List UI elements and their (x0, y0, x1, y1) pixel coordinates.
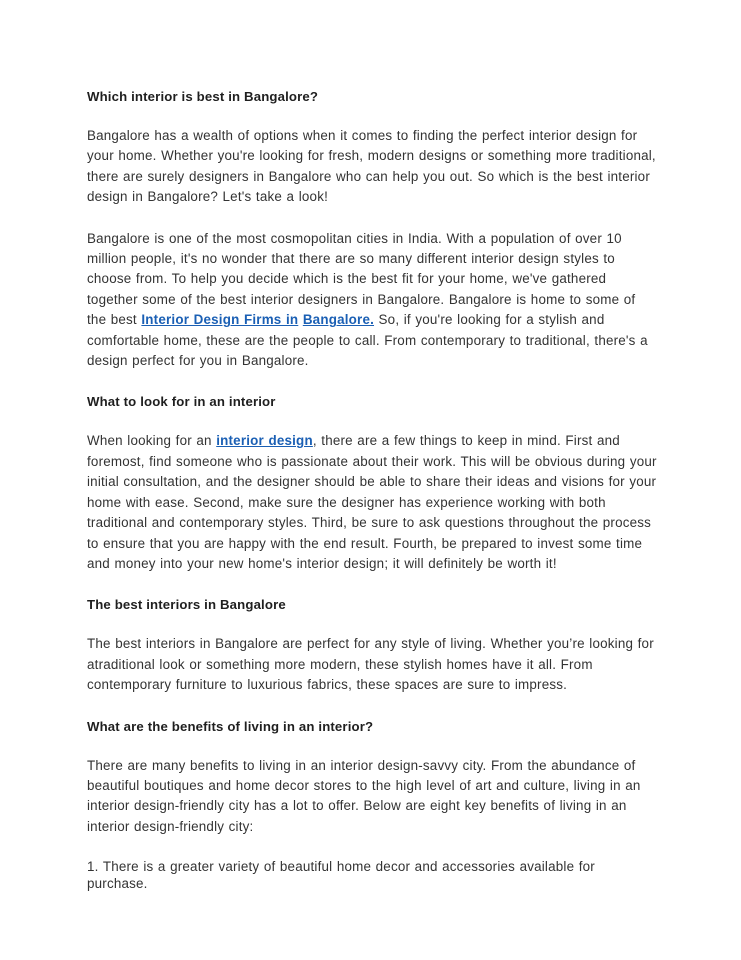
heading-best-interior: Which interior is best in Bangalore? (87, 89, 319, 104)
heading-best-interiors: The best interiors in Bangalore (87, 597, 286, 613)
paragraph-text: Bangalore is one of the most cosmopolitan cities in India. With a population of over 10 million people, it's no wonder that there are so many different interior design styles to choose from. To help you decide which is the best fit for your home, we've gathered together some of the best interior designers in Bangalore. Bangalore is home to some of the best (87, 230, 636, 328)
paragraph-benefits: There are many benefits to living in an interior design-savvy city. From the abundance of beautiful boutiques and home decor stores to the high level of art and culture, living in an interior design-friendly city has a lot to offer. Below are eight key benefits of living in an interior design-friendly city: (87, 757, 641, 834)
link-interior-design-firms[interactable]: Interior Design Firms in (141, 312, 299, 328)
paragraph-looking-for (87, 431, 657, 574)
link-interior-design[interactable]: interior design (216, 433, 313, 449)
paragraph-intro: Bangalore has a wealth of options when it comes to finding the perfect interior design for your home. Whether you're looking for fresh, modern designs or something more traditional, there are surely designers in Bangalore who can help you out. So which is the best interior design in Bangalore? Let's take a look! (87, 128, 656, 205)
heading-benefits: What are the benefits of living in an interior? (87, 718, 374, 734)
link-bangalore[interactable]: Bangalore. (302, 312, 375, 328)
paragraph-best-interiors: The best interiors in Bangalore are perfect for any style of living. Whether you’re looking for atraditional look or something more modern, these stylish homes have it all. From contemporary furniture to luxurious fabrics, these spaces are sure to impress. (87, 636, 654, 693)
document-body (87, 87, 657, 892)
paragraph-text: So, if you're looking for a stylish and comfortable home, these are the people to call. From contemporary to traditional, there's a design perfect for you in Bangalore. (87, 312, 648, 369)
list-item: 1. There is a greater variety of beautiful home decor and accessories available for purchase. (87, 859, 595, 892)
paragraph-text: , there are a few things to keep in mind. First and foremost, find someone who is passionate about their work. This will be obvious during your initial consultation, and the designer should be able to share their ideas and visions for your home with ease. Second, make sure the designer has experience working with both traditional and contemporary styles. Third, be sure to ask questions throughout the process to ensure that you are happy with the end result. Fourth, be prepared to invest some time and money into your new home's interior design; it will definitely be worth it! (87, 433, 657, 571)
paragraph-text: When looking for an (87, 433, 217, 449)
heading-what-to-look-for: What to look for in an interior (87, 394, 276, 410)
paragraph-cosmopolitan (87, 229, 657, 372)
